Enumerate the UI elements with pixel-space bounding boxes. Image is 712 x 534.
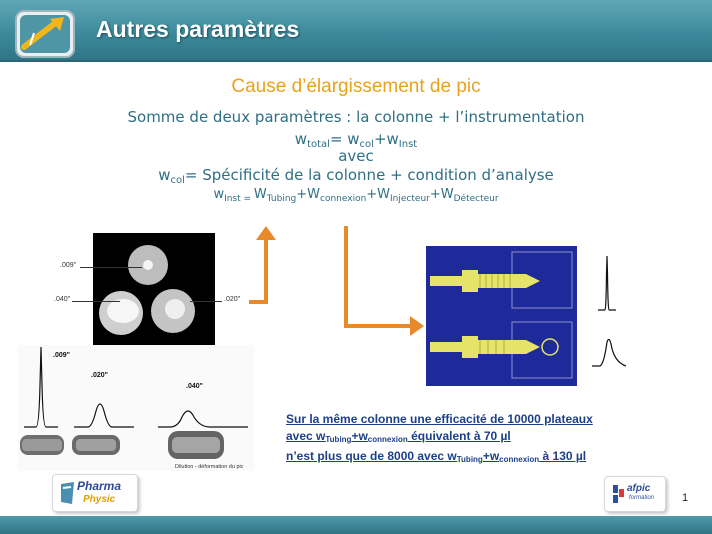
tube-label-020: .020" <box>224 296 241 303</box>
formula-total: $w_{total}= w_{col}+w_{Inst}$ <box>294 130 418 150</box>
slide-title: Cause d’élargissement de pic <box>231 76 481 97</box>
afpic-mark-icon <box>613 485 625 503</box>
formula-inst: $w_{Inst =}$ $W_{Tubing}+W_{connexion}+W_{Injecteur}+W_{Détecteur}$ <box>213 187 499 204</box>
peaks-image <box>18 345 254 471</box>
avec-text: avec <box>338 147 374 165</box>
note-line-2: avec $w_{Tubing}+w_{connexion}$ équivalent à 70 µl <box>286 429 511 444</box>
page-title: Autres paramètres <box>96 16 300 42</box>
peak-label-009: .009" <box>53 352 70 359</box>
peak-broadening-figure <box>18 345 254 471</box>
pharma-mark-icon <box>59 480 76 506</box>
pointer-line <box>72 301 120 302</box>
note-line-3: n’est plus que de 8000 avec $w_{Tubing}+w_{connexion}$ à 130 µl <box>286 449 587 464</box>
up-arrow-icon <box>246 224 280 306</box>
connection-diagram <box>426 246 577 386</box>
pharmaphysic-logo <box>52 474 138 512</box>
footer-bar <box>0 516 712 534</box>
dilution-caption: Dilution - déformation du pic <box>175 464 244 470</box>
tube-label-040: .040" <box>54 296 71 303</box>
header-bar <box>0 0 712 62</box>
peak-label-040: .040" <box>186 383 203 390</box>
note-line-1: Sur la même colonne une efficacité de 10000 plateaux <box>286 412 593 426</box>
tubing-photo <box>93 233 215 345</box>
broad-peak-icon <box>592 334 626 370</box>
tube-label-009: .009" <box>60 262 77 269</box>
logo-text-physic: Physic <box>83 494 116 505</box>
logo-text-formation: formation <box>629 495 655 501</box>
logo-text-pharma: Pharma <box>77 479 122 493</box>
pointer-line <box>80 267 142 268</box>
page-number: 1 <box>682 492 689 504</box>
afpic-logo <box>604 476 666 512</box>
efficiency-note <box>286 411 666 468</box>
intro-line: Somme de deux paramètres : la colonne + l’instrumentation <box>127 108 585 126</box>
tubing-cross-section-image <box>93 233 215 345</box>
peak-label-020: .020" <box>91 372 108 379</box>
logo-text-afpic: afpic <box>627 483 651 494</box>
narrow-peak-icon <box>598 254 616 314</box>
formula-col: $w_{col}=$ Spécificité de la colonne + condition d’analyse <box>158 166 554 186</box>
fitting-diagram-image <box>426 246 577 386</box>
pointer-line <box>190 301 222 302</box>
down-right-arrow-icon <box>340 226 424 338</box>
arrow-logo-icon <box>10 5 80 61</box>
